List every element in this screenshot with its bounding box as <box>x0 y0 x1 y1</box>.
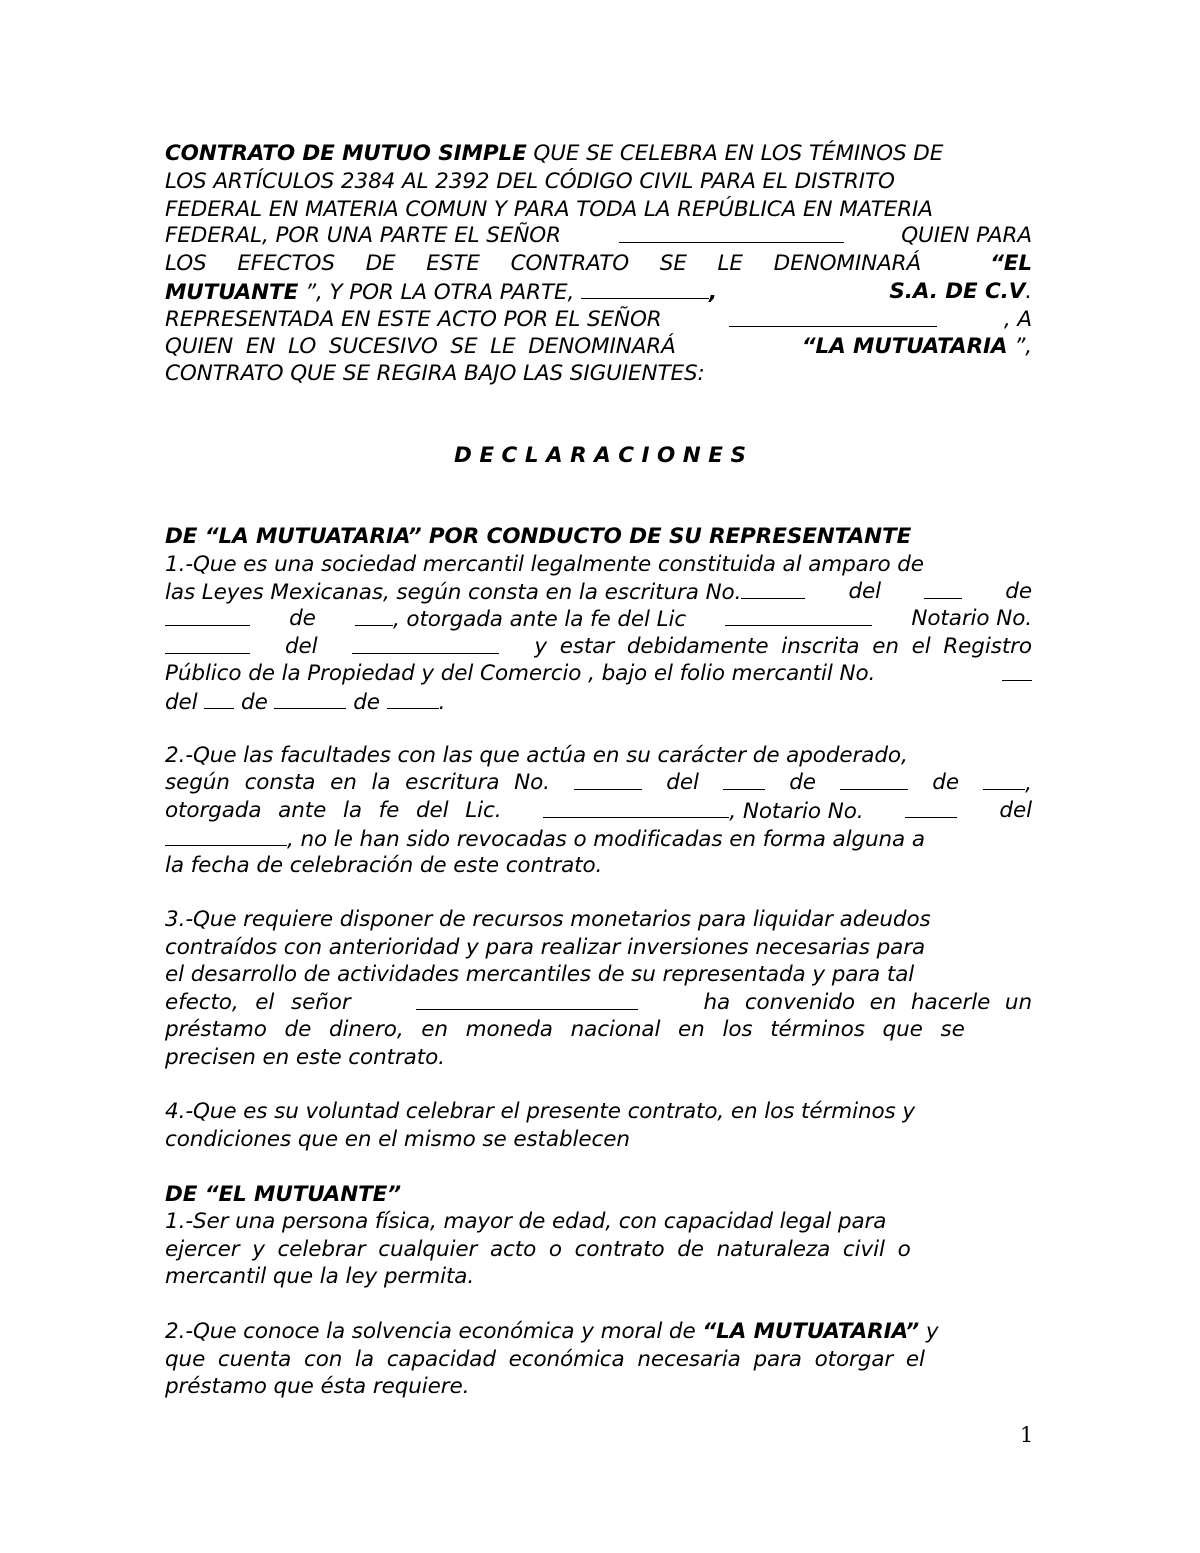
p3-line-1: 3.-Que requiere disponer de recursos monetarios para liquidar adeudos <box>165 907 931 932</box>
p1-text: del <box>165 690 198 715</box>
blank-field[interactable] <box>416 989 638 1010</box>
intro-text: , <box>708 280 718 305</box>
p1-text: del <box>284 634 318 659</box>
p4-line-1: 4.-Que es su voluntad celebrar el presente contrato, en los términos y <box>165 1099 915 1124</box>
intro-text: QUIEN EN LO SUCESIVO SE LE DENOMINARÁ <box>165 334 676 359</box>
declaraciones-heading: D E C L A R A C I O N E S <box>454 443 746 468</box>
blank-field[interactable] <box>924 578 962 599</box>
p1-line-3 <box>165 605 1032 633</box>
intro-text: LOS EFECTOS DE ESTE CONTRATO SE LE DENOMINARÁ <box>165 251 922 276</box>
blank-field[interactable] <box>619 222 844 243</box>
p2-text: del <box>999 798 1032 823</box>
page-number: 1 <box>1020 1423 1034 1447</box>
party-label: “EL <box>990 251 1032 276</box>
blank-field[interactable] <box>840 769 908 790</box>
intro-text: REPRESENTADA EN ESTE ACTO POR EL SEÑOR <box>165 307 662 332</box>
p1-text: de <box>1005 579 1032 604</box>
company-type: S.A. DE C.V <box>889 279 1026 304</box>
blank-field[interactable] <box>741 578 805 599</box>
intro-line-9: CONTRATO QUE SE REGIRA BAJO LAS SIGUIENTES: <box>165 361 705 386</box>
section-heading-mutuante: DE “EL MUTUANTE” <box>165 1182 401 1207</box>
intro-line-8 <box>165 333 1032 361</box>
contract-title: CONTRATO DE MUTUO SIMPLE <box>165 141 527 166</box>
intro-text: QUIEN PARA <box>901 223 1032 248</box>
blank-field[interactable] <box>574 769 642 790</box>
party-label: “LA MUTUATARIA” <box>702 1319 920 1344</box>
p1-text: y estar debidamente inscrita en el Registro <box>534 634 1032 659</box>
blank-field[interactable] <box>543 797 729 818</box>
blank-field[interactable] <box>274 688 346 709</box>
p5-line-3: mercantil que la ley permita. <box>165 1264 475 1289</box>
intro-text: ”, Y POR LA OTRA PARTE, <box>304 280 575 305</box>
intro-line-2: LOS ARTÍCULOS 2384 AL 2392 DEL CÓDIGO CIVIL PARA EL DISTRITO <box>165 169 895 194</box>
p3-line-6: precisen en este contrato. <box>165 1045 445 1070</box>
p2-text: del <box>666 770 699 795</box>
blank-field[interactable] <box>581 278 709 299</box>
p2-text: otorgada ante la fe del Lic. <box>165 798 502 823</box>
p2-line-3 <box>165 797 1032 825</box>
intro-line-7 <box>165 306 1032 334</box>
blank-field[interactable] <box>983 769 1025 790</box>
p1-line-5 <box>165 660 1032 688</box>
p1-text: del <box>848 579 882 604</box>
p2-text: de <box>932 770 959 795</box>
intro-line-4 <box>165 222 1032 250</box>
p1-text: las Leyes Mexicanas, según consta en la escritura No. <box>165 580 742 605</box>
blank-field[interactable] <box>352 633 499 654</box>
intro-text: ”, <box>1014 334 1032 359</box>
p1-text: , otorgada ante la fe del Lic <box>392 607 687 632</box>
p1-line-1: 1.-Que es una sociedad mercantil legalmente constituida al amparo de <box>165 552 924 577</box>
p3-line-4 <box>165 989 1032 1017</box>
p1-text: de <box>353 690 380 715</box>
p1-text: Público de la Propiedad y del Comercio , bajo el folio mercantil No. <box>165 661 876 686</box>
p1-line-4 <box>165 633 1032 661</box>
section-heading-mutuataria: DE “LA MUTUATARIA” POR CONDUCTO DE SU REPRESENTANTE <box>165 524 912 549</box>
intro-line-6 <box>165 278 1032 306</box>
p6-line-2: que cuenta con la capacidad económica necesaria para otorgar el <box>165 1347 925 1372</box>
intro-line-5 <box>165 250 1032 278</box>
blank-field[interactable] <box>725 605 872 626</box>
p3-line-2: contraídos con anterioridad y para realizar inversiones necesarias para <box>165 935 926 960</box>
p1-text: de <box>289 606 316 631</box>
intro-text: FEDERAL, POR UNA PARTE EL SEÑOR <box>165 223 561 248</box>
intro-line-3: FEDERAL EN MATERIA COMUN Y PARA TODA LA REPÚBLICA EN MATERIA <box>165 197 933 222</box>
blank-field[interactable] <box>165 633 250 654</box>
p6-text: y <box>925 1319 939 1344</box>
p5-line-2: ejercer y celebrar cualquier acto o contrato de naturaleza civil o <box>165 1237 911 1262</box>
blank-field[interactable] <box>165 605 250 626</box>
blank-field[interactable] <box>204 688 234 709</box>
blank-field[interactable] <box>1002 660 1032 681</box>
p2-text: , no le han sido revocadas o modificadas en forma alguna a <box>287 827 925 852</box>
p2-line-4 <box>165 825 1032 853</box>
blank-field[interactable] <box>723 769 765 790</box>
p1-text: de <box>241 690 268 715</box>
p2-text: , Notario No. <box>729 799 864 824</box>
intro-text: QUE SE CELEBRA EN LOS TÉMINOS DE <box>533 141 944 166</box>
party-label: MUTUANTE <box>165 280 299 305</box>
p2-line-1: 2.-Que las facultades con las que actúa en su carácter de apoderado, <box>165 743 908 768</box>
p1-line-6 <box>165 688 1032 716</box>
p2-line-2 <box>165 769 1032 797</box>
p3-text: efecto, el señor <box>165 990 351 1015</box>
intro-text: , A <box>1003 307 1032 332</box>
p1-text: . <box>438 690 446 715</box>
blank-field[interactable] <box>355 605 393 626</box>
p6-line-3: préstamo que ésta requiere. <box>165 1374 470 1399</box>
blank-field[interactable] <box>729 306 937 327</box>
p3-text: ha convenido en hacerle un <box>703 990 1032 1015</box>
p3-line-5: préstamo de dinero, en moneda nacional en los términos que se <box>165 1017 965 1042</box>
p4-line-2: condiciones que en el mismo se establecen <box>165 1127 630 1152</box>
intro-line-1 <box>165 140 1032 168</box>
blank-field[interactable] <box>165 825 287 846</box>
blank-field[interactable] <box>905 797 957 818</box>
p2-text: de <box>789 770 816 795</box>
party-label: “LA MUTUATARIA <box>801 334 1008 359</box>
p1-text: Notario No. <box>911 606 1032 631</box>
p3-line-3: el desarrollo de actividades mercantiles de su representada y para tal <box>165 962 915 987</box>
p6-line-1 <box>165 1318 1032 1346</box>
blank-field[interactable] <box>387 688 439 709</box>
p1-line-2 <box>165 578 1032 606</box>
p6-text: 2.-Que conoce la solvencia económica y moral de <box>165 1319 696 1344</box>
p2-text: según consta en la escritura No. <box>165 770 550 795</box>
p5-line-1: 1.-Ser una persona física, mayor de edad, con capacidad legal para <box>165 1209 887 1234</box>
p2-line-5: la fecha de celebración de este contrato. <box>165 853 603 878</box>
intro-text: . <box>1025 279 1032 304</box>
p2-text: , <box>1025 771 1032 796</box>
